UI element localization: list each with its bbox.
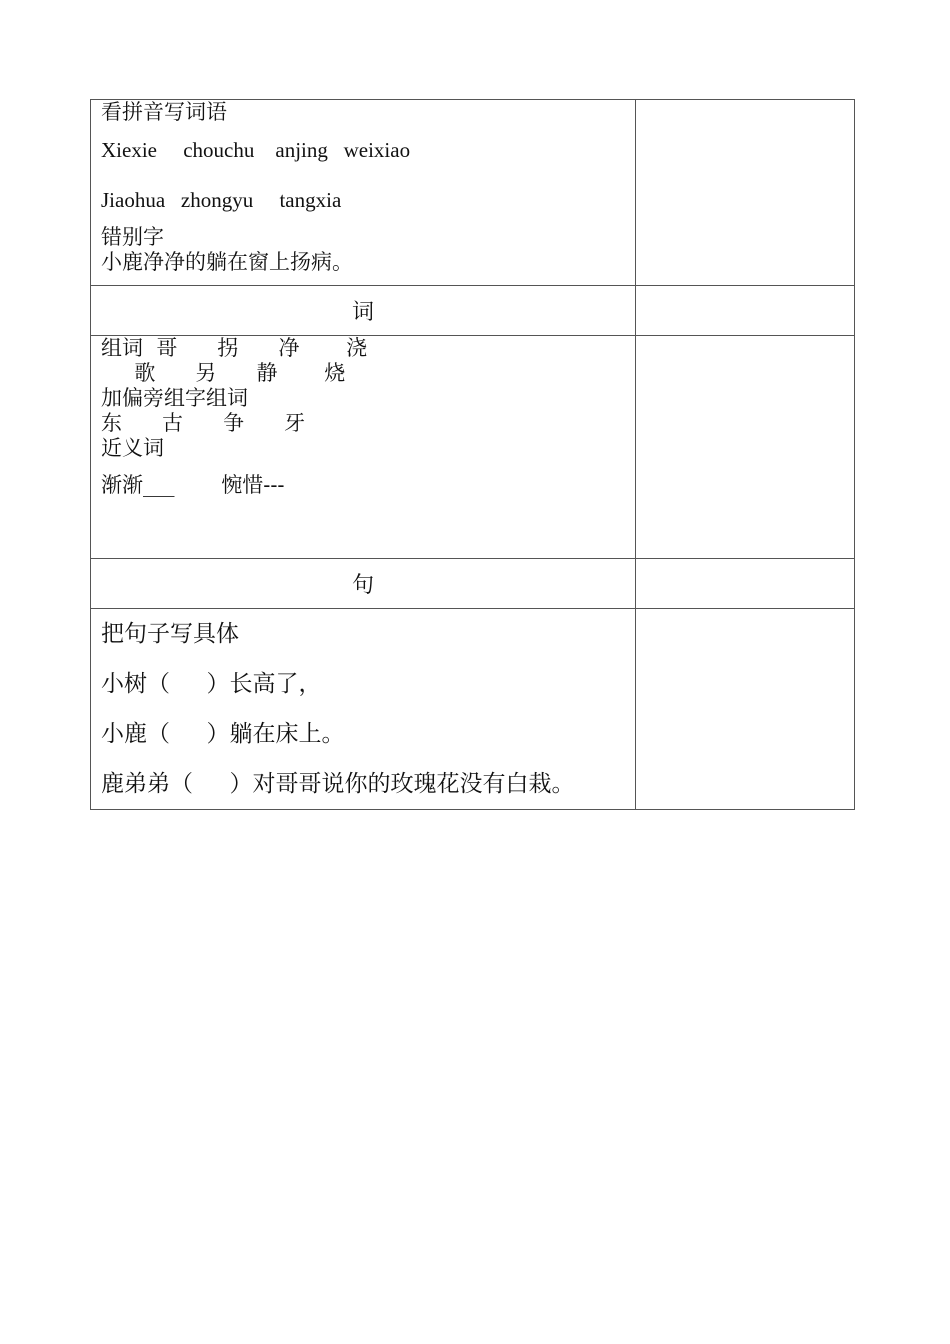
cell-pinyin-blank <box>636 100 855 286</box>
cell-ci-heading-blank <box>636 286 855 336</box>
ju-title: 把句子写具体 <box>101 621 239 647</box>
cell-ju-content <box>91 609 636 810</box>
row-ju-content <box>91 609 855 810</box>
ju-sentence-3: 鹿弟弟（ ）对哥哥说你的玫瑰花没有白栽。 <box>101 771 575 797</box>
zuci-line-2: 歌 另 静 烧 <box>101 361 346 385</box>
jinyi-title: 近义词 <box>101 436 164 460</box>
pianpang-line: 东 古 争 牙 <box>101 411 306 435</box>
ju-sentence-2: 小鹿（ ）躺在床上。 <box>101 721 345 747</box>
pianpang-title: 加偏旁组字组词 <box>101 386 248 410</box>
jinyi-line: 渐渐___ 惋惜--- <box>101 473 285 497</box>
cell-ci-content-blank <box>636 336 855 559</box>
pinyin-title: 看拼音写词语 <box>101 100 227 124</box>
typo-title: 错别字 <box>101 225 164 249</box>
zuci-line-1: 组词 哥 拐 净 浇 <box>101 336 368 360</box>
cell-pinyin-content <box>91 100 636 286</box>
cell-ju-content-blank <box>636 609 855 810</box>
row-ci-heading <box>91 286 855 336</box>
typo-sentence: 小鹿净净的躺在窗上扬病。 <box>101 250 353 274</box>
pinyin-line-2: Jiaohua zhongyu tangxia <box>101 188 342 212</box>
pinyin-line-1: Xiexie chouchu anjing weixiao <box>101 138 411 162</box>
ci-heading: 词 <box>91 286 636 336</box>
worksheet-table <box>90 99 855 810</box>
row-pinyin <box>91 100 855 286</box>
ju-sentence-1: 小树（ ）长高了， <box>101 671 322 697</box>
cell-ju-heading-blank <box>636 559 855 609</box>
ju-heading: 句 <box>91 559 636 609</box>
cell-ci-content <box>91 336 636 559</box>
row-ju-heading <box>91 559 855 609</box>
row-ci-content <box>91 336 855 559</box>
